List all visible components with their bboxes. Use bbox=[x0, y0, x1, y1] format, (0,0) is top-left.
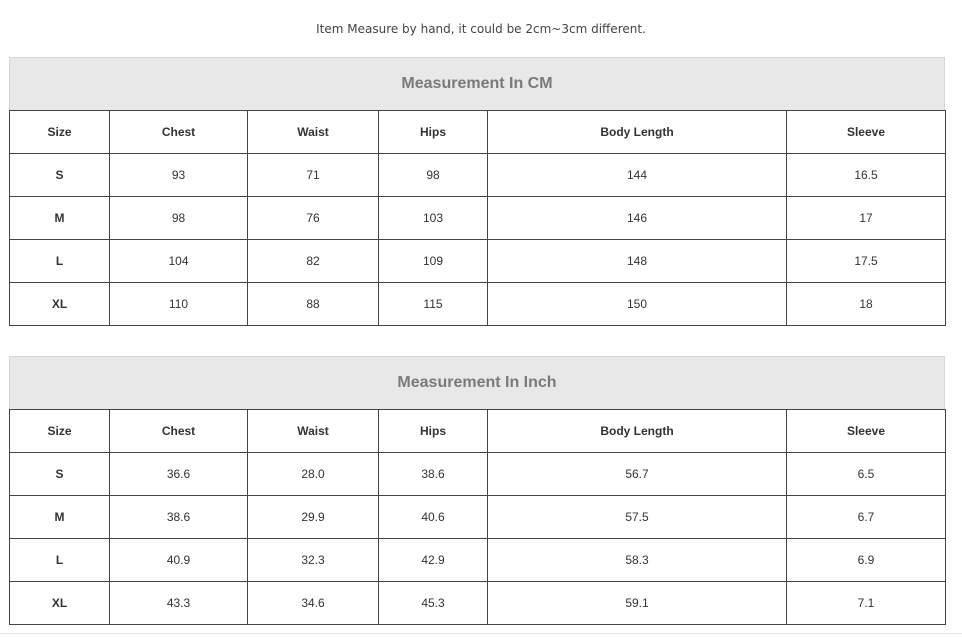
column-header-sleeve: Sleeve bbox=[787, 111, 946, 154]
table-row bbox=[10, 453, 946, 496]
chest-cell: 36.6 bbox=[110, 453, 248, 496]
size-table bbox=[9, 409, 946, 625]
size-cell: L bbox=[10, 539, 110, 582]
hips-cell: 38.6 bbox=[379, 453, 488, 496]
sleeve-cell: 6.5 bbox=[787, 453, 946, 496]
measurement-note: Item Measure by hand, it could be 2cm~3cm different. bbox=[316, 22, 646, 36]
hips-cell: 115 bbox=[379, 283, 488, 326]
sleeve-cell: 16.5 bbox=[787, 154, 946, 197]
table-row bbox=[10, 197, 946, 240]
chest-cell: 93 bbox=[110, 154, 248, 197]
table-row bbox=[10, 240, 946, 283]
table-title: Measurement In Inch bbox=[9, 356, 945, 409]
size-cell: XL bbox=[10, 582, 110, 625]
hips-cell: 103 bbox=[379, 197, 488, 240]
size-chart-cm bbox=[9, 57, 945, 326]
sleeve-cell: 7.1 bbox=[787, 582, 946, 625]
sleeve-cell: 18 bbox=[787, 283, 946, 326]
column-header-hips: Hips bbox=[379, 410, 488, 453]
body-length-cell: 148 bbox=[488, 240, 787, 283]
column-header-size: Size bbox=[10, 111, 110, 154]
hips-cell: 109 bbox=[379, 240, 488, 283]
body-length-cell: 57.5 bbox=[488, 496, 787, 539]
size-cell: M bbox=[10, 496, 110, 539]
table-title: Measurement In CM bbox=[9, 57, 945, 110]
divider bbox=[0, 633, 962, 634]
column-header-sleeve: Sleeve bbox=[787, 410, 946, 453]
column-header-body-length: Body Length bbox=[488, 410, 787, 453]
waist-cell: 28.0 bbox=[248, 453, 379, 496]
chest-cell: 43.3 bbox=[110, 582, 248, 625]
size-chart-inch bbox=[9, 356, 945, 625]
chest-cell: 38.6 bbox=[110, 496, 248, 539]
sleeve-cell: 17 bbox=[787, 197, 946, 240]
column-header-body-length: Body Length bbox=[488, 111, 787, 154]
table-row bbox=[10, 283, 946, 326]
hips-cell: 98 bbox=[379, 154, 488, 197]
size-cell: S bbox=[10, 154, 110, 197]
waist-cell: 71 bbox=[248, 154, 379, 197]
sleeve-cell: 17.5 bbox=[787, 240, 946, 283]
column-header-hips: Hips bbox=[379, 111, 488, 154]
body-length-cell: 146 bbox=[488, 197, 787, 240]
sleeve-cell: 6.7 bbox=[787, 496, 946, 539]
waist-cell: 29.9 bbox=[248, 496, 379, 539]
size-cell: S bbox=[10, 453, 110, 496]
table-header-row bbox=[10, 410, 946, 453]
chest-cell: 98 bbox=[110, 197, 248, 240]
waist-cell: 76 bbox=[248, 197, 379, 240]
table-row bbox=[10, 154, 946, 197]
column-header-chest: Chest bbox=[110, 410, 248, 453]
size-cell: M bbox=[10, 197, 110, 240]
table-row bbox=[10, 582, 946, 625]
body-length-cell: 144 bbox=[488, 154, 787, 197]
waist-cell: 34.6 bbox=[248, 582, 379, 625]
waist-cell: 88 bbox=[248, 283, 379, 326]
waist-cell: 82 bbox=[248, 240, 379, 283]
body-length-cell: 56.7 bbox=[488, 453, 787, 496]
size-cell: L bbox=[10, 240, 110, 283]
sleeve-cell: 6.9 bbox=[787, 539, 946, 582]
hips-cell: 42.9 bbox=[379, 539, 488, 582]
table-row bbox=[10, 539, 946, 582]
waist-cell: 32.3 bbox=[248, 539, 379, 582]
chest-cell: 104 bbox=[110, 240, 248, 283]
body-length-cell: 59.1 bbox=[488, 582, 787, 625]
column-header-chest: Chest bbox=[110, 111, 248, 154]
column-header-size: Size bbox=[10, 410, 110, 453]
body-length-cell: 58.3 bbox=[488, 539, 787, 582]
hips-cell: 45.3 bbox=[379, 582, 488, 625]
size-cell: XL bbox=[10, 283, 110, 326]
chest-cell: 110 bbox=[110, 283, 248, 326]
body-length-cell: 150 bbox=[488, 283, 787, 326]
chest-cell: 40.9 bbox=[110, 539, 248, 582]
hips-cell: 40.6 bbox=[379, 496, 488, 539]
table-row bbox=[10, 496, 946, 539]
column-header-waist: Waist bbox=[248, 111, 379, 154]
size-table bbox=[9, 110, 946, 326]
column-header-waist: Waist bbox=[248, 410, 379, 453]
table-header-row bbox=[10, 111, 946, 154]
